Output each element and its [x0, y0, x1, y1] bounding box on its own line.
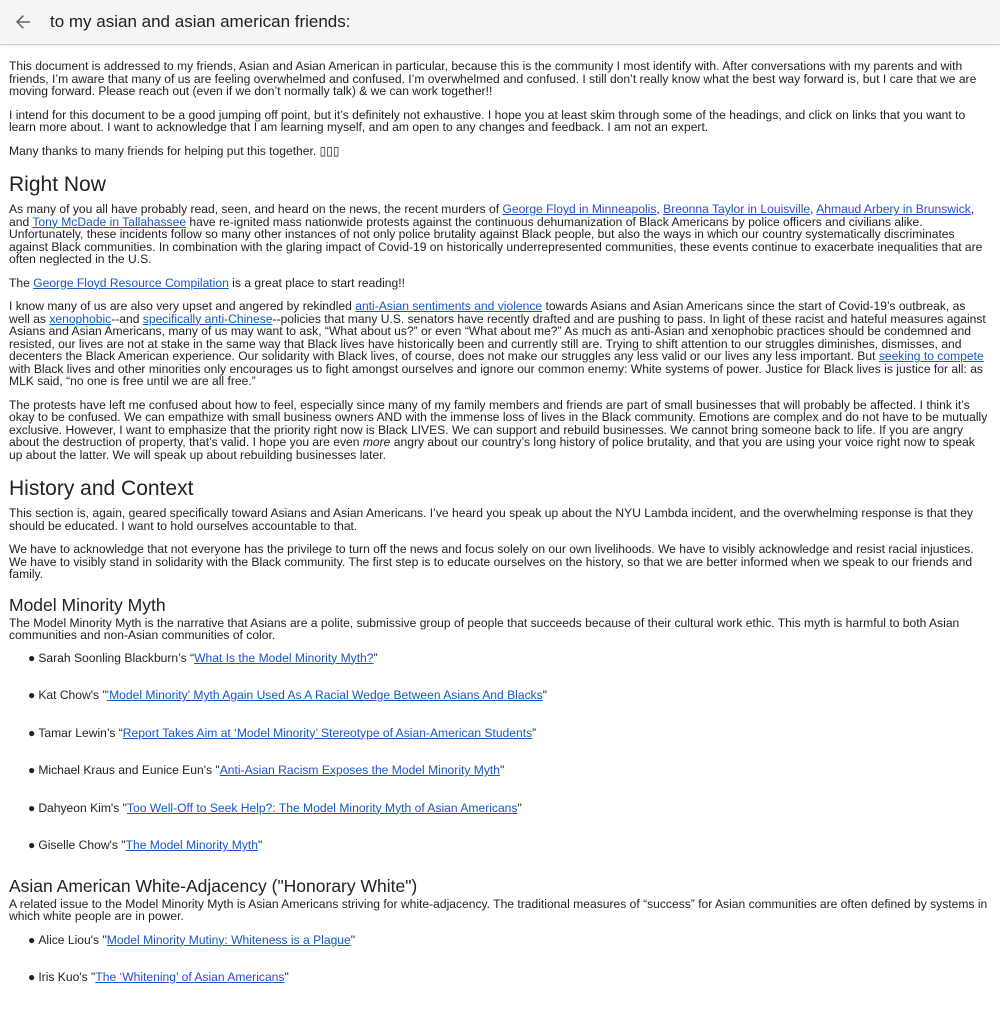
list-item — [28, 689, 989, 727]
text: have re-ignited mass nationwide protests against the continuous dehumanization of Black Americans by police officers and civilians alike. Unfortunately, these incidents follow so many other instances of not only police brutality against Black people, but also the ways in which our country systematically discriminates against Black communities. In combination with the glaring impact of Covid-19 on historically underrepresented communities, these events continue to exacerbate inequalities that are often neglected in the U.S. — [9, 214, 983, 266]
text: , and — [9, 202, 975, 229]
bullet: ● — [28, 650, 36, 665]
list-item — [28, 839, 989, 877]
quote-mark: ” — [373, 650, 378, 665]
link-breonna-taylor[interactable]: Breonna Taylor in Louisville — [663, 202, 811, 216]
author: Giselle Chow's " — [38, 838, 126, 852]
text: I know many of us are also very upset and angered by rekindled — [9, 299, 356, 313]
quote-mark: " — [284, 970, 289, 984]
reading-link[interactable]: Anti-Asian Racism Exposes the Model Minority Myth — [219, 763, 500, 777]
text: The — [9, 275, 34, 290]
document-title: to my asian and asian american friends: — [50, 12, 351, 31]
top-bar — [0, 0, 1000, 45]
heading-history-context: History and Context — [9, 477, 194, 500]
author: Tamar Lewin’s “ — [38, 725, 123, 740]
bullet: ● — [28, 725, 36, 740]
list-item — [28, 934, 989, 972]
list-item — [28, 971, 989, 1009]
intro-paragraph-1: This document is addressed to my friends, Asian and Asian American in particular, because this is the community I most identify with. After conversations with my parents and with friends, I’m aware that many of us are feeling overwhelmed and confused. I’m overwhelmed and confused. I still don’t really know what the best way forward is, but I care that we are moving forward. Please reach out (even if we don’t normally talk) & we can work together!! — [9, 59, 977, 98]
white-adjacency-reading-list — [9, 934, 989, 1009]
reading-link[interactable]: Model Minority Mutiny: Whiteness is a Plague — [106, 932, 351, 947]
text: , — [810, 202, 817, 216]
text: angry about our country’s long history of police brutality, and that you are using your voice right now to speak up about the latter. We will speak up about rebuilding businesses later. — [9, 435, 975, 462]
arrow-left-icon — [15, 14, 31, 30]
model-minority-reading-list — [9, 652, 989, 877]
bullet: ● — [28, 932, 36, 947]
author: Alice Liou's " — [38, 932, 107, 947]
text: As many of you all have probably read, seen, and heard on the news, the recent murders of — [9, 202, 503, 216]
author: Kat Chow's " — [38, 688, 107, 702]
reading-link[interactable]: The Model Minority Myth — [125, 838, 258, 852]
heading-white-adjacency: Asian American White-Adjacency ("Honorary White") — [9, 875, 418, 896]
white-adjacency-paragraph: A related issue to the Model Minority Myth is Asian Americans striving for white-adjacency. The traditional measures of “success” for Asian communities are often defined by systems in which white people are in power. — [9, 896, 988, 923]
heading-right-now: Right Now — [9, 173, 106, 196]
reading-link[interactable]: The ‘Whitening’ of Asian Americans — [95, 970, 285, 984]
text: --and — [111, 311, 143, 326]
right-now-paragraph-4 — [9, 399, 989, 462]
bullet: ● — [28, 800, 36, 815]
author: Michael Kraus and Eunice Eun's " — [38, 763, 220, 777]
link-seeking-to-compete[interactable]: seeking to compete — [878, 349, 984, 363]
link-xenophobic[interactable]: xenophobic — [49, 311, 112, 326]
list-item — [28, 652, 989, 690]
link-tony-mcdade[interactable]: Tony McDade in Tallahassee — [32, 214, 187, 229]
intro-paragraph-2: I intend for this document to be a good jumping off point, but it’s definitely not exhaustive. I hope you at least skim through some of the headings, and click on links that you want to learn more about. I want to acknowledge that I am learning myself, and am open to any changes and feedback. I am not an expert. — [9, 107, 966, 134]
text: with Black lives and other minorities only encourages us to fight amongst ourselves and ignore our common enemy: White systems of power. Justice for Black lives is justice for all: as MLK said, “no one is free until we are all free.” — [9, 361, 983, 388]
bullet: ● — [28, 688, 36, 702]
model-minority-paragraph: The Model Minority Myth is the narrative that Asians are a polite, submissive group of people that succeeds because of their cultural work ethic. This myth is harmful to both Asian communities and non-Asian communities of color. — [9, 615, 960, 642]
text: The protests have left me confused about how to feel, especially since many of my family members and friends are part of small businesses that will probably be affected. I think it’s okay to be confused. We can empathize with small business owners AND with the immense loss of lives in the Black community. Emotions are complex and do not have to be mutually exclusive. However, I want to emphasize that the priority right now is Black LIVES. We can support and rebuild businesses. We cannot bring someone back to life. If you are angry about the destruction of property, that’s valid. I hope you are even — [9, 397, 988, 449]
link-anti-chinese[interactable]: specifically anti-Chinese — [142, 311, 273, 326]
history-paragraph-2: We have to acknowledge that not everyone has the privilege to turn off the news and focus solely on our own livelihoods. We have to visibly acknowledge and resist racial injustices. We have to visibly stand in solidarity with the Black community. The first step is to educate ourselves on the history, so that we are better informed when we speak to our friends and family. — [9, 542, 974, 581]
link-ahmaud-arbery[interactable]: Ahmaud Arbery in Brunswick — [816, 202, 971, 216]
document-body — [9, 44, 989, 1009]
quote-mark: " — [257, 838, 263, 852]
list-item — [28, 727, 989, 765]
right-now-paragraph-1 — [9, 203, 989, 266]
reading-link[interactable]: Report Takes Aim at ‘Model Minority’ Stereotype of Asian-American Students — [122, 725, 533, 740]
list-item — [28, 802, 989, 840]
text: is a great place to start reading!! — [228, 275, 405, 290]
reading-link[interactable]: Too Well-Off to Seek Help?: The Model Minority Myth of Asian Americans — [126, 800, 518, 815]
back-button[interactable] — [11, 10, 35, 34]
quote-mark: " — [350, 932, 356, 947]
right-now-paragraph-3 — [9, 300, 989, 388]
link-george-floyd[interactable]: George Floyd in Minneapolis — [502, 202, 657, 216]
text: towards Asians and Asian Americans since the start of Covid-19’s outbreak, as well as — [9, 299, 966, 326]
text: , — [656, 202, 664, 216]
quote-mark: " — [542, 688, 548, 702]
reading-link[interactable]: What Is the Model Minority Myth? — [194, 650, 374, 665]
author: Dahyeon Kim's " — [38, 800, 127, 815]
bullet: ● — [28, 970, 36, 984]
bullet: ● — [28, 838, 36, 852]
list-item — [28, 764, 989, 802]
quote-mark: " — [499, 763, 505, 777]
author: Sarah Soonling Blackburn’s “ — [38, 650, 195, 665]
intro-paragraph-3: Many thanks to many friends for helping put this together. ▯▯▯ — [9, 143, 340, 158]
link-anti-asian[interactable]: anti-Asian sentiments and violence — [355, 299, 543, 313]
emphasis: more — [362, 435, 391, 449]
quote-mark: ” — [532, 725, 537, 740]
heading-model-minority: Model Minority Myth — [9, 594, 166, 615]
bullet: ● — [28, 763, 36, 777]
link-resource-compilation[interactable]: George Floyd Resource Compilation — [33, 275, 229, 290]
reading-link[interactable]: 'Model Minority' Myth Again Used As A Racial Wedge Between Asians And Blacks — [106, 688, 543, 702]
quote-mark: " — [517, 800, 522, 815]
text: --policies that many U.S. senators have recently drafted and are pushing to pass. In light of these racist and hateful measures against Asians and Asian Americans, many of us may want to ask, “What about us?” or even “What about me?” As much as anti-Asian and xenophobic practices should be condemned and resisted, our lives are not at stake in the same way that Black lives have historically been and currently still are. Trying to shift attention to our struggles diminishes, dismisses, and decenters the Black American experience. Our solidarity with Black lives, of course, does not make our struggles any less valid or our lives any less important. But — [9, 311, 986, 363]
history-paragraph-1: This section is, again, geared specifically toward Asians and Asian Americans. I’ve heard you speak up about the NYU Lambda incident, and the overwhelming response is that they should be educated. I want to hold ourselves accountable to that. — [9, 506, 974, 533]
right-now-paragraph-2 — [9, 277, 989, 290]
author: Iris Kuo's " — [38, 970, 96, 984]
